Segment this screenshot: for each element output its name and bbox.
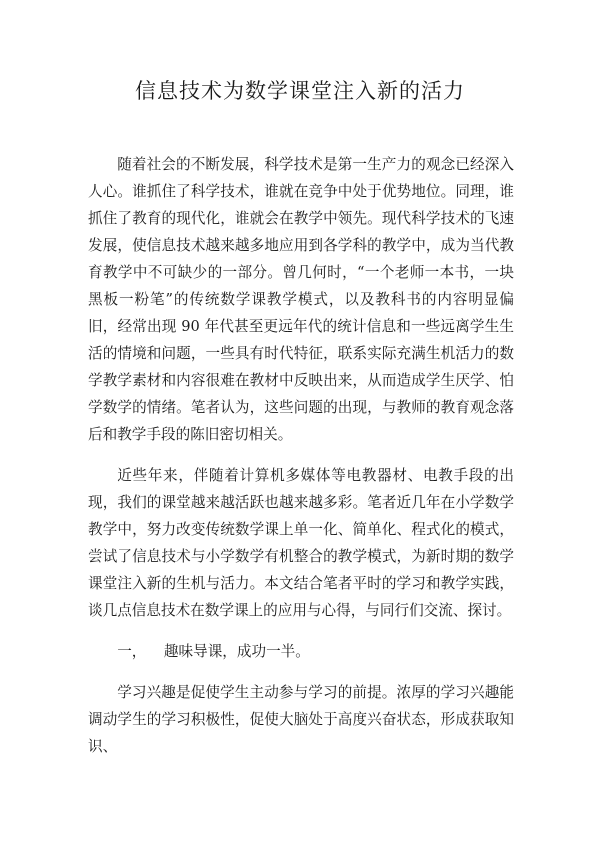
- section-heading: [88, 638, 514, 665]
- document-title: 信息技术为数学课堂注入新的活力: [135, 79, 465, 103]
- paragraph-recent-years: 近些年来，伴随着计算机多媒体等电教器材、电教手段的出现，我们的课堂越来越活跃也越来越多彩。笔者近几年在小学数学教学中，努力改变传统数学课上单一化、简单化、程式化的模式，尝试了信息技术与小学数学有机整合的教学模式，为新时期的数学课堂注入新的生机与活力。本文结合笔者平时的学习和教学实践，谈几点信息技术在数学课上的应用与心得，与同行们交流、探讨。: [88, 467, 514, 619]
- paragraph-intro: 随着社会的不断发展，科学技术是第一生产力的观念已经深入人心。谁抓住了科学技术，谁就在竞争中处于优势地位。同理，谁抓住了教育的现代化，谁就会在教学中领先。现代科学技术的飞速发展，使信息技术越来越多地应用到各学科的教学中，成为当代教育教学中不可缺少的一部分。曾几何时，“一个老师一本书，一块黑板一粉笔”的传统数学课教学模式，以及教科书的内容明显偏旧，经常出现 90 年代甚至更远年代的统计信息和一些远离学生生活的情境和问题，一些具有时代特征，联系实际充满生机活力的数学教学素材和内容很难在教材中反映出来，从而造成学生厌学、怕学数学的情绪。笔者认为，这些问题的出现，与教师的教育观念落后和教学手段的陈旧密切相关。: [88, 156, 514, 443]
- document-body: [88, 151, 514, 774]
- section-heading-number: 一，: [117, 643, 147, 660]
- section-heading-text: 趣味导课，成功一半。: [163, 643, 310, 660]
- paragraph-interest: 学习兴趣是促使学生主动参与学习的前提。浓厚的学习兴趣能调动学生的学习积极性，促使大脑处于高度兴奋状态，形成获取知识、: [88, 684, 514, 755]
